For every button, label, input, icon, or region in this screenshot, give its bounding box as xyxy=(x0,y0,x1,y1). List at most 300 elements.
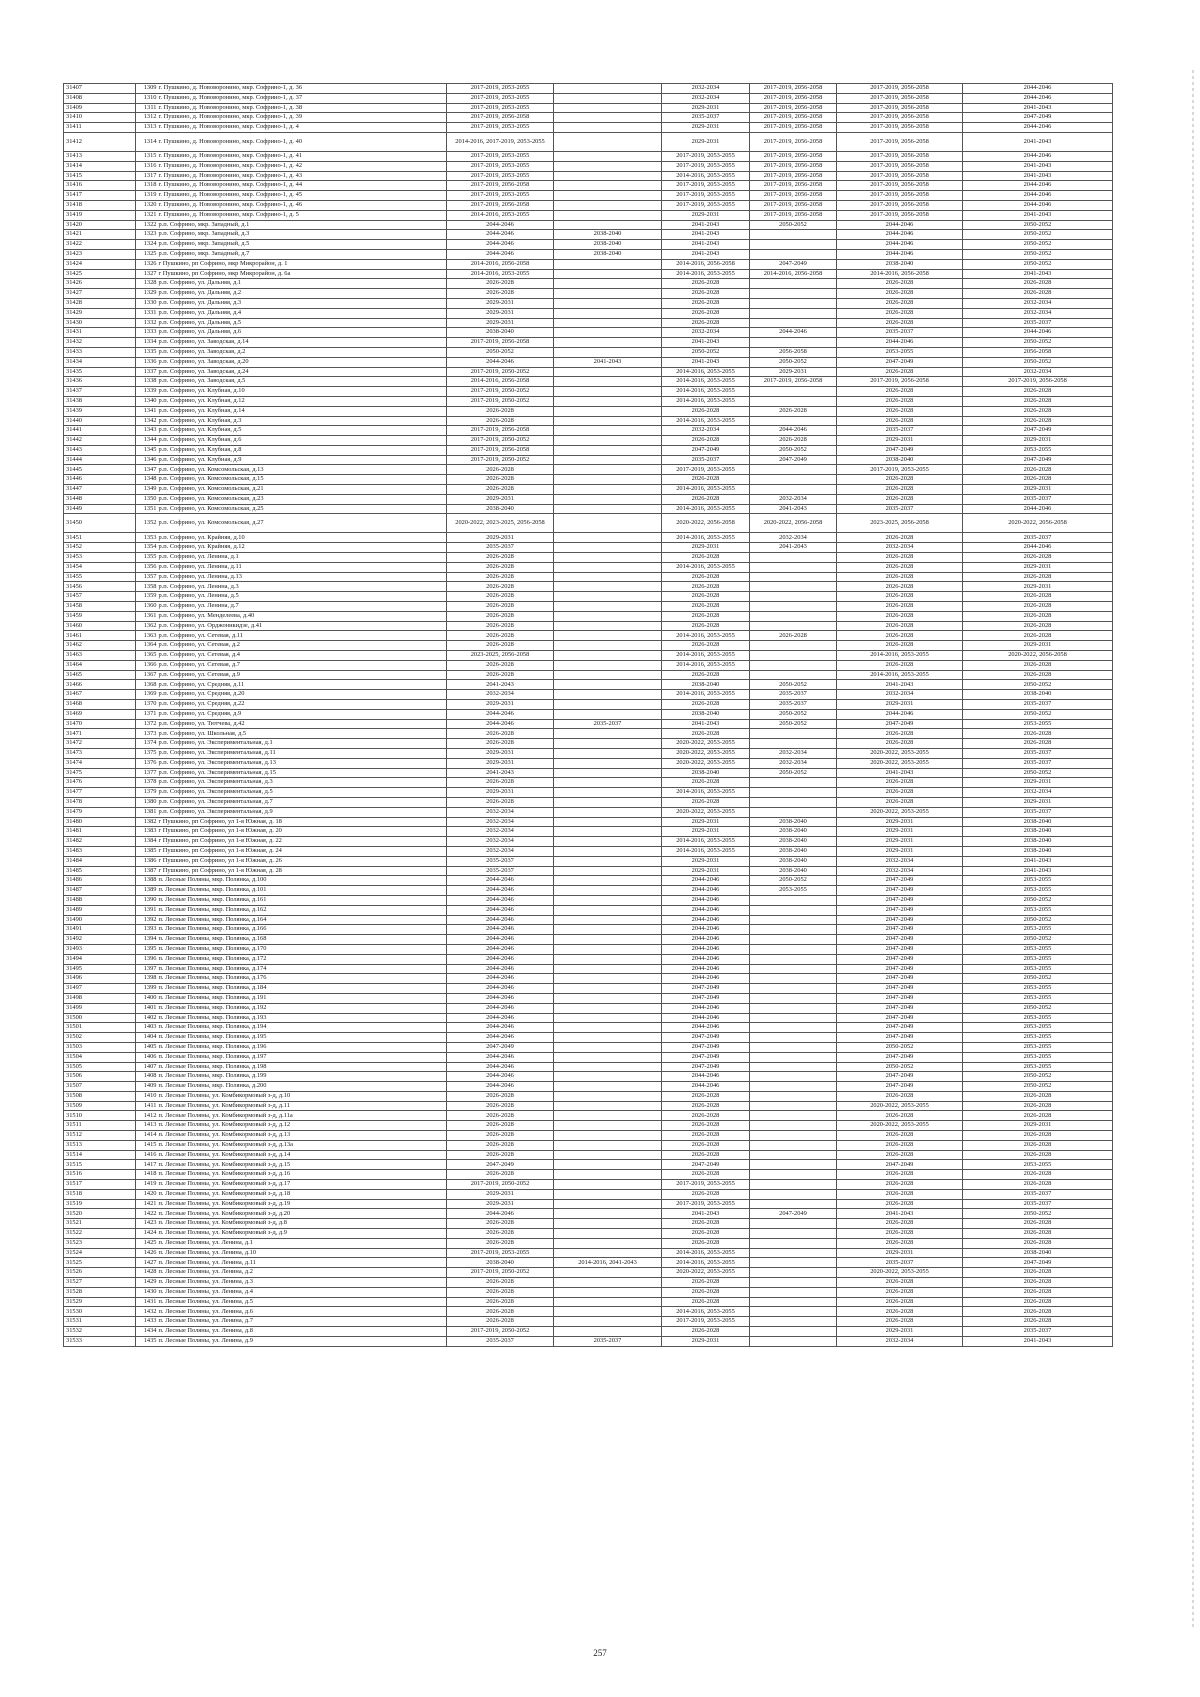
cell-address: р.п. Софрино, ул. Ленина, д.3 xyxy=(158,582,447,592)
cell-row-seq: 1393 xyxy=(136,925,158,935)
cell-period-5: 2035-2037 xyxy=(837,426,963,436)
cell-period-5: 2017-2019, 2056-2058 xyxy=(837,171,963,181)
table-row xyxy=(64,1003,1113,1013)
cell-row-id: 31474 xyxy=(64,758,136,768)
cell-period-4 xyxy=(750,611,837,621)
cell-period-4 xyxy=(750,1238,837,1248)
cell-period-2 xyxy=(554,993,662,1003)
cell-address: р.п. Софрино, ул. Клубная, д.5 xyxy=(158,426,447,436)
cell-period-2 xyxy=(554,895,662,905)
cell-period-4: 2032-2034 xyxy=(750,749,837,759)
cell-period-4 xyxy=(750,562,837,572)
cell-period-6: 2029-2031 xyxy=(963,641,1113,651)
cell-address: р.п. Софрино, ул. Дальняя, д.2 xyxy=(158,289,447,299)
cell-period-4 xyxy=(750,1336,837,1346)
cell-period-5: 2026-2028 xyxy=(837,396,963,406)
cell-address: р.п. Софрино, ул. Комсомольская, д.15 xyxy=(158,475,447,485)
cell-period-3: 2020-2022, 2056-2058 xyxy=(662,514,750,533)
cell-row-seq: 1398 xyxy=(136,974,158,984)
cell-period-2 xyxy=(554,749,662,759)
cell-period-3: 2014-2016, 2053-2055 xyxy=(662,387,750,397)
cell-row-id: 31507 xyxy=(64,1082,136,1092)
cell-period-4 xyxy=(750,1278,837,1288)
cell-period-2 xyxy=(554,797,662,807)
cell-period-1: 2035-2037 xyxy=(447,1336,554,1346)
cell-address: р.п. Софрино, мкр. Западный, д.5 xyxy=(158,240,447,250)
cell-row-seq: 1432 xyxy=(136,1307,158,1317)
table-row xyxy=(64,436,1113,446)
cell-period-4: 2026-2028 xyxy=(750,406,837,416)
cell-period-5: 2017-2019, 2056-2058 xyxy=(837,84,963,94)
cell-period-2 xyxy=(554,103,662,113)
cell-period-1: 2017-2019, 2050-2052 xyxy=(447,367,554,377)
cell-period-3: 2029-2031 xyxy=(662,1336,750,1346)
cell-period-3: 2026-2028 xyxy=(662,1101,750,1111)
cell-period-3: 2014-2016, 2053-2055 xyxy=(662,837,750,847)
cell-period-6: 2050-2052 xyxy=(963,259,1113,269)
cell-row-id: 31451 xyxy=(64,533,136,543)
table-row xyxy=(64,298,1113,308)
cell-row-seq: 1312 xyxy=(136,113,158,123)
cell-period-6: 2026-2028 xyxy=(963,465,1113,475)
cell-period-1: 2026-2028 xyxy=(447,611,554,621)
table-row xyxy=(64,631,1113,641)
cell-period-4 xyxy=(750,396,837,406)
cell-row-id: 31417 xyxy=(64,191,136,201)
cell-row-seq: 1340 xyxy=(136,396,158,406)
cell-row-seq: 1325 xyxy=(136,249,158,259)
cell-period-1: 2029-2031 xyxy=(447,298,554,308)
cell-period-2 xyxy=(554,984,662,994)
cell-address: р.п. Софрино, ул. Крайняя, д.12 xyxy=(158,543,447,553)
cell-period-5: 2026-2028 xyxy=(837,729,963,739)
cell-period-2 xyxy=(554,396,662,406)
cell-period-5: 2026-2028 xyxy=(837,553,963,563)
cell-row-seq: 1346 xyxy=(136,455,158,465)
cell-period-2: 2041-2043 xyxy=(554,357,662,367)
cell-address: п. Лесные Поляны, мкр. Полянка, д.168 xyxy=(158,935,447,945)
cell-period-6: 2038-2040 xyxy=(963,837,1113,847)
cell-period-3: 2026-2028 xyxy=(662,406,750,416)
cell-period-1: 2026-2028 xyxy=(447,582,554,592)
cell-row-id: 31471 xyxy=(64,729,136,739)
cell-row-seq: 1422 xyxy=(136,1209,158,1219)
cell-period-5: 2041-2043 xyxy=(837,768,963,778)
cell-period-2 xyxy=(554,328,662,338)
cell-row-id: 31528 xyxy=(64,1287,136,1297)
cell-period-3: 2029-2031 xyxy=(662,866,750,876)
cell-period-2 xyxy=(554,582,662,592)
cell-period-2 xyxy=(554,289,662,299)
cell-row-id: 31412 xyxy=(64,132,136,151)
cell-row-id: 31479 xyxy=(64,807,136,817)
cell-row-seq: 1350 xyxy=(136,494,158,504)
cell-period-3: 2041-2043 xyxy=(662,1209,750,1219)
table-row xyxy=(64,93,1113,103)
cell-period-1: 2026-2028 xyxy=(447,289,554,299)
cell-period-1: 2017-2019, 2053-2055 xyxy=(447,171,554,181)
cell-period-1: 2044-2046 xyxy=(447,905,554,915)
cell-row-seq: 1413 xyxy=(136,1121,158,1131)
cell-period-1: 2026-2028 xyxy=(447,1229,554,1239)
cell-address: р.п. Софрино, ул. Комсомольская, д.23 xyxy=(158,494,447,504)
cell-period-5: 2050-2052 xyxy=(837,1062,963,1072)
cell-period-6: 2035-2037 xyxy=(963,807,1113,817)
cell-period-3: 2044-2046 xyxy=(662,944,750,954)
cell-address: п. Лесные Поляны, ул. Ленина, д.11 xyxy=(158,1258,447,1268)
cell-period-5: 2029-2031 xyxy=(837,837,963,847)
cell-period-6: 2050-2052 xyxy=(963,230,1113,240)
table-row xyxy=(64,1121,1113,1131)
table-row xyxy=(64,347,1113,357)
table-row xyxy=(64,220,1113,230)
cell-period-1: 2044-2046 xyxy=(447,1013,554,1023)
cell-period-6: 2026-2028 xyxy=(963,1150,1113,1160)
cell-period-6: 2026-2028 xyxy=(963,1229,1113,1239)
cell-period-5: 2026-2028 xyxy=(837,739,963,749)
cell-period-2 xyxy=(554,494,662,504)
table-row xyxy=(64,866,1113,876)
cell-row-id: 31408 xyxy=(64,93,136,103)
cell-row-id: 31437 xyxy=(64,387,136,397)
cell-period-1: 2023-2025, 2056-2058 xyxy=(447,651,554,661)
cell-row-id: 31468 xyxy=(64,700,136,710)
cell-period-3: 2026-2028 xyxy=(662,1219,750,1229)
cell-row-id: 31461 xyxy=(64,631,136,641)
cell-row-seq: 1359 xyxy=(136,592,158,602)
cell-period-4 xyxy=(750,1180,837,1190)
cell-period-5: 2032-2034 xyxy=(837,1336,963,1346)
cell-row-seq: 1406 xyxy=(136,1052,158,1062)
cell-period-1: 2026-2028 xyxy=(447,1238,554,1248)
cell-period-2 xyxy=(554,1307,662,1317)
cell-period-6: 2026-2028 xyxy=(963,602,1113,612)
cell-row-id: 31456 xyxy=(64,582,136,592)
cell-period-6: 2041-2043 xyxy=(963,1336,1113,1346)
cell-period-4 xyxy=(750,905,837,915)
cell-period-6: 2041-2043 xyxy=(963,132,1113,151)
cell-period-6: 2026-2028 xyxy=(963,631,1113,641)
cell-period-1: 2047-2049 xyxy=(447,1042,554,1052)
cell-row-id: 31445 xyxy=(64,465,136,475)
table-row xyxy=(64,680,1113,690)
cell-row-id: 31455 xyxy=(64,572,136,582)
table-row xyxy=(64,1229,1113,1239)
table-row xyxy=(64,123,1113,133)
cell-row-seq: 1368 xyxy=(136,680,158,690)
cell-period-3: 2044-2046 xyxy=(662,895,750,905)
cell-address: р.п. Софрино, ул. Дальняя, д.1 xyxy=(158,279,447,289)
cell-period-1: 2026-2028 xyxy=(447,1150,554,1160)
table-row xyxy=(64,543,1113,553)
cell-period-5: 2026-2028 xyxy=(837,318,963,328)
cell-row-seq: 1372 xyxy=(136,719,158,729)
cell-period-3: 2029-2031 xyxy=(662,856,750,866)
cell-period-4: 2038-2040 xyxy=(750,827,837,837)
cell-row-seq: 1396 xyxy=(136,954,158,964)
cell-address: р.п. Софрино, мкр. Западный, д.1 xyxy=(158,220,447,230)
cell-row-seq: 1415 xyxy=(136,1140,158,1150)
cell-period-5: 2026-2028 xyxy=(837,308,963,318)
cell-address: р.п. Софрино, ул. Клубная, д.12 xyxy=(158,396,447,406)
table-row xyxy=(64,1258,1113,1268)
table-row xyxy=(64,1150,1113,1160)
cell-period-3: 2026-2028 xyxy=(662,729,750,739)
cell-row-seq: 1377 xyxy=(136,768,158,778)
cell-period-3: 2041-2043 xyxy=(662,230,750,240)
cell-period-4: 2041-2043 xyxy=(750,543,837,553)
cell-period-5: 2047-2049 xyxy=(837,935,963,945)
cell-period-3: 2026-2028 xyxy=(662,1111,750,1121)
cell-period-2: 2038-2040 xyxy=(554,249,662,259)
cell-period-2 xyxy=(554,210,662,220)
cell-period-6: 2029-2031 xyxy=(963,485,1113,495)
cell-period-6: 2041-2043 xyxy=(963,866,1113,876)
cell-period-4 xyxy=(750,807,837,817)
cell-period-3: 2026-2028 xyxy=(662,797,750,807)
cell-period-6: 2026-2028 xyxy=(963,670,1113,680)
cell-period-1: 2044-2046 xyxy=(447,993,554,1003)
cell-period-1: 2029-2031 xyxy=(447,758,554,768)
cell-period-4: 2047-2049 xyxy=(750,1209,837,1219)
cell-period-3: 2026-2028 xyxy=(662,1121,750,1131)
cell-period-5: 2026-2028 xyxy=(837,602,963,612)
cell-row-id: 31483 xyxy=(64,846,136,856)
cell-row-seq: 1403 xyxy=(136,1023,158,1033)
cell-period-5: 2047-2049 xyxy=(837,1072,963,1082)
cell-period-4 xyxy=(750,592,837,602)
cell-period-2 xyxy=(554,866,662,876)
cell-row-seq: 1394 xyxy=(136,935,158,945)
cell-period-4: 2038-2040 xyxy=(750,866,837,876)
cell-period-6: 2041-2043 xyxy=(963,161,1113,171)
cell-row-id: 31512 xyxy=(64,1131,136,1141)
table-row xyxy=(64,749,1113,759)
cell-address: п. Лесные Поляны, ул. Комбикормовый з-д, д.11а xyxy=(158,1111,447,1121)
table-row xyxy=(64,84,1113,94)
cell-period-3: 2026-2028 xyxy=(662,1170,750,1180)
cell-period-3: 2020-2022, 2053-2055 xyxy=(662,1268,750,1278)
cell-period-2 xyxy=(554,426,662,436)
cell-period-3: 2014-2016, 2053-2055 xyxy=(662,416,750,426)
cell-period-2 xyxy=(554,200,662,210)
cell-row-seq: 1334 xyxy=(136,338,158,348)
cell-period-3: 2029-2031 xyxy=(662,827,750,837)
cell-period-1: 2026-2028 xyxy=(447,660,554,670)
cell-period-1: 2026-2028 xyxy=(447,778,554,788)
cell-period-4 xyxy=(750,729,837,739)
cell-period-1: 2029-2031 xyxy=(447,533,554,543)
cell-period-4: 2038-2040 xyxy=(750,856,837,866)
cell-row-seq: 1315 xyxy=(136,151,158,161)
cell-period-2 xyxy=(554,935,662,945)
cell-period-5: 2026-2028 xyxy=(837,1238,963,1248)
cell-address: п. Лесные Поляны, ул. Комбикормовый з-д, д.13а xyxy=(158,1140,447,1150)
cell-period-4: 2017-2019, 2056-2058 xyxy=(750,132,837,151)
cell-period-2 xyxy=(554,298,662,308)
cell-address: п. Лесные Поляны, ул. Ленина, д.6 xyxy=(158,1307,447,1317)
cell-period-5: 2047-2049 xyxy=(837,974,963,984)
cell-address: р.п. Софрино, ул. Крайняя, д.10 xyxy=(158,533,447,543)
cell-period-5: 2017-2019, 2053-2055 xyxy=(837,465,963,475)
cell-period-1: 2044-2046 xyxy=(447,1209,554,1219)
cell-period-3: 2026-2028 xyxy=(662,494,750,504)
cell-period-4 xyxy=(750,739,837,749)
table-row xyxy=(64,915,1113,925)
cell-period-5: 2044-2046 xyxy=(837,709,963,719)
cell-address: р.п. Софрино, ул. Ленина, д.13 xyxy=(158,572,447,582)
cell-period-2 xyxy=(554,827,662,837)
cell-period-4 xyxy=(750,1258,837,1268)
cell-address: г Пушкино, рп Софрино, мкр Микрорайон, д. 1 xyxy=(158,259,447,269)
cell-period-1: 2035-2037 xyxy=(447,856,554,866)
cell-row-id: 31510 xyxy=(64,1111,136,1121)
cell-period-6: 2050-2052 xyxy=(963,895,1113,905)
table-row xyxy=(64,562,1113,572)
cell-period-3: 2032-2034 xyxy=(662,426,750,436)
cell-period-5: 2017-2019, 2056-2058 xyxy=(837,93,963,103)
cell-period-2 xyxy=(554,533,662,543)
table-row xyxy=(64,856,1113,866)
cell-period-6: 2029-2031 xyxy=(963,562,1113,572)
cell-period-1: 2044-2046 xyxy=(447,886,554,896)
cell-row-id: 31454 xyxy=(64,562,136,572)
cell-period-2 xyxy=(554,729,662,739)
cell-period-5: 2017-2019, 2056-2058 xyxy=(837,181,963,191)
table-row xyxy=(64,572,1113,582)
cell-period-4: 2020-2022, 2056-2058 xyxy=(750,514,837,533)
table-row xyxy=(64,1287,1113,1297)
cell-period-1: 2032-2034 xyxy=(447,807,554,817)
cell-period-2 xyxy=(554,1160,662,1170)
cell-row-id: 31418 xyxy=(64,200,136,210)
table-row xyxy=(64,1327,1113,1337)
cell-period-5: 2026-2028 xyxy=(837,1307,963,1317)
cell-period-2 xyxy=(554,1003,662,1013)
cell-period-6: 2050-2052 xyxy=(963,249,1113,259)
cell-period-5: 2026-2028 xyxy=(837,641,963,651)
cell-period-6: 2026-2028 xyxy=(963,1278,1113,1288)
cell-period-5: 2026-2028 xyxy=(837,797,963,807)
cell-period-1: 2044-2046 xyxy=(447,964,554,974)
cell-period-5: 2026-2028 xyxy=(837,475,963,485)
cell-row-seq: 1433 xyxy=(136,1317,158,1327)
cell-period-5: 2020-2022, 2053-2055 xyxy=(837,1268,963,1278)
cell-period-6: 2026-2028 xyxy=(963,592,1113,602)
cell-period-6: 2026-2028 xyxy=(963,1297,1113,1307)
table-row xyxy=(64,670,1113,680)
cell-period-3: 2026-2028 xyxy=(662,602,750,612)
cell-period-2 xyxy=(554,1209,662,1219)
cell-period-6: 2026-2028 xyxy=(963,1170,1113,1180)
cell-period-4: 2032-2034 xyxy=(750,494,837,504)
cell-address: р.п. Софрино, ул. Экспериментальная, д.7 xyxy=(158,797,447,807)
cell-period-1: 2026-2028 xyxy=(447,553,554,563)
table-row xyxy=(64,700,1113,710)
cell-address: р.п. Софрино, ул. Ленина, д.11 xyxy=(158,562,447,572)
table-row xyxy=(64,367,1113,377)
cell-row-id: 31477 xyxy=(64,788,136,798)
table-row xyxy=(64,1072,1113,1082)
cell-period-1: 2035-2037 xyxy=(447,543,554,553)
cell-period-6: 2053-2055 xyxy=(963,984,1113,994)
cell-period-5: 2035-2037 xyxy=(837,1258,963,1268)
cell-period-5: 2047-2049 xyxy=(837,719,963,729)
cell-period-2 xyxy=(554,1278,662,1288)
cell-period-4: 2014-2016, 2056-2058 xyxy=(750,269,837,279)
cell-row-id: 31444 xyxy=(64,455,136,465)
cell-period-1: 2035-2037 xyxy=(447,866,554,876)
cell-row-seq: 1430 xyxy=(136,1287,158,1297)
cell-row-seq: 1390 xyxy=(136,895,158,905)
cell-period-4: 2050-2052 xyxy=(750,357,837,367)
cell-period-2 xyxy=(554,367,662,377)
cell-address: п. Лесные Поляны, ул. Ленина, д.4 xyxy=(158,1287,447,1297)
cell-period-1: 2026-2028 xyxy=(447,416,554,426)
cell-period-1: 2017-2019, 2053-2055 xyxy=(447,151,554,161)
cell-period-4 xyxy=(750,1091,837,1101)
cell-row-id: 31494 xyxy=(64,954,136,964)
cell-address: п. Лесные Поляны, мкр. Полянка, д.193 xyxy=(158,1013,447,1023)
cell-period-1: 2014-2016, 2053-2055 xyxy=(447,269,554,279)
cell-row-seq: 1360 xyxy=(136,602,158,612)
cell-period-6: 2047-2049 xyxy=(963,455,1113,465)
table-row xyxy=(64,181,1113,191)
cell-address: р.п. Софрино, ул. Клубная, д.3 xyxy=(158,416,447,426)
cell-period-5: 2047-2049 xyxy=(837,964,963,974)
cell-row-seq: 1365 xyxy=(136,651,158,661)
cell-period-6: 2050-2052 xyxy=(963,935,1113,945)
cell-row-seq: 1322 xyxy=(136,220,158,230)
table-row xyxy=(64,328,1113,338)
cell-period-1: 2041-2043 xyxy=(447,768,554,778)
cell-row-id: 31498 xyxy=(64,993,136,1003)
cell-period-2 xyxy=(554,455,662,465)
cell-period-2 xyxy=(554,1180,662,1190)
cell-period-6: 2050-2052 xyxy=(963,1209,1113,1219)
cell-row-id: 31511 xyxy=(64,1121,136,1131)
cell-period-2 xyxy=(554,631,662,641)
cell-period-2 xyxy=(554,1033,662,1043)
cell-address: п. Лесные Поляны, мкр. Полянка, д.174 xyxy=(158,964,447,974)
cell-period-2 xyxy=(554,475,662,485)
cell-period-6: 2050-2052 xyxy=(963,974,1113,984)
cell-row-seq: 1428 xyxy=(136,1268,158,1278)
cell-period-6: 2026-2028 xyxy=(963,729,1113,739)
cell-period-5: 2047-2049 xyxy=(837,886,963,896)
cell-period-2 xyxy=(554,436,662,446)
cell-period-1: 2044-2046 xyxy=(447,1003,554,1013)
cell-address: р.п. Софрино, ул. Комсомольская, д.27 xyxy=(158,514,447,533)
cell-period-4 xyxy=(750,230,837,240)
table-row xyxy=(64,1101,1113,1111)
cell-period-2 xyxy=(554,660,662,670)
cell-period-2 xyxy=(554,1170,662,1180)
cell-row-id: 31516 xyxy=(64,1170,136,1180)
cell-period-1: 2044-2046 xyxy=(447,935,554,945)
cell-address: р.п. Софрино, ул. Клубная, д.10 xyxy=(158,387,447,397)
cell-period-5: 2020-2022, 2053-2055 xyxy=(837,749,963,759)
cell-row-seq: 1320 xyxy=(136,200,158,210)
cell-period-3: 2026-2028 xyxy=(662,621,750,631)
cell-period-1: 2017-2019, 2056-2058 xyxy=(447,338,554,348)
table-row xyxy=(64,289,1113,299)
cell-period-6: 2035-2037 xyxy=(963,1199,1113,1209)
schedule-table-body xyxy=(64,84,1113,1347)
cell-period-5: 2017-2019, 2056-2058 xyxy=(837,132,963,151)
cell-period-6: 2041-2043 xyxy=(963,210,1113,220)
cell-period-4 xyxy=(750,788,837,798)
